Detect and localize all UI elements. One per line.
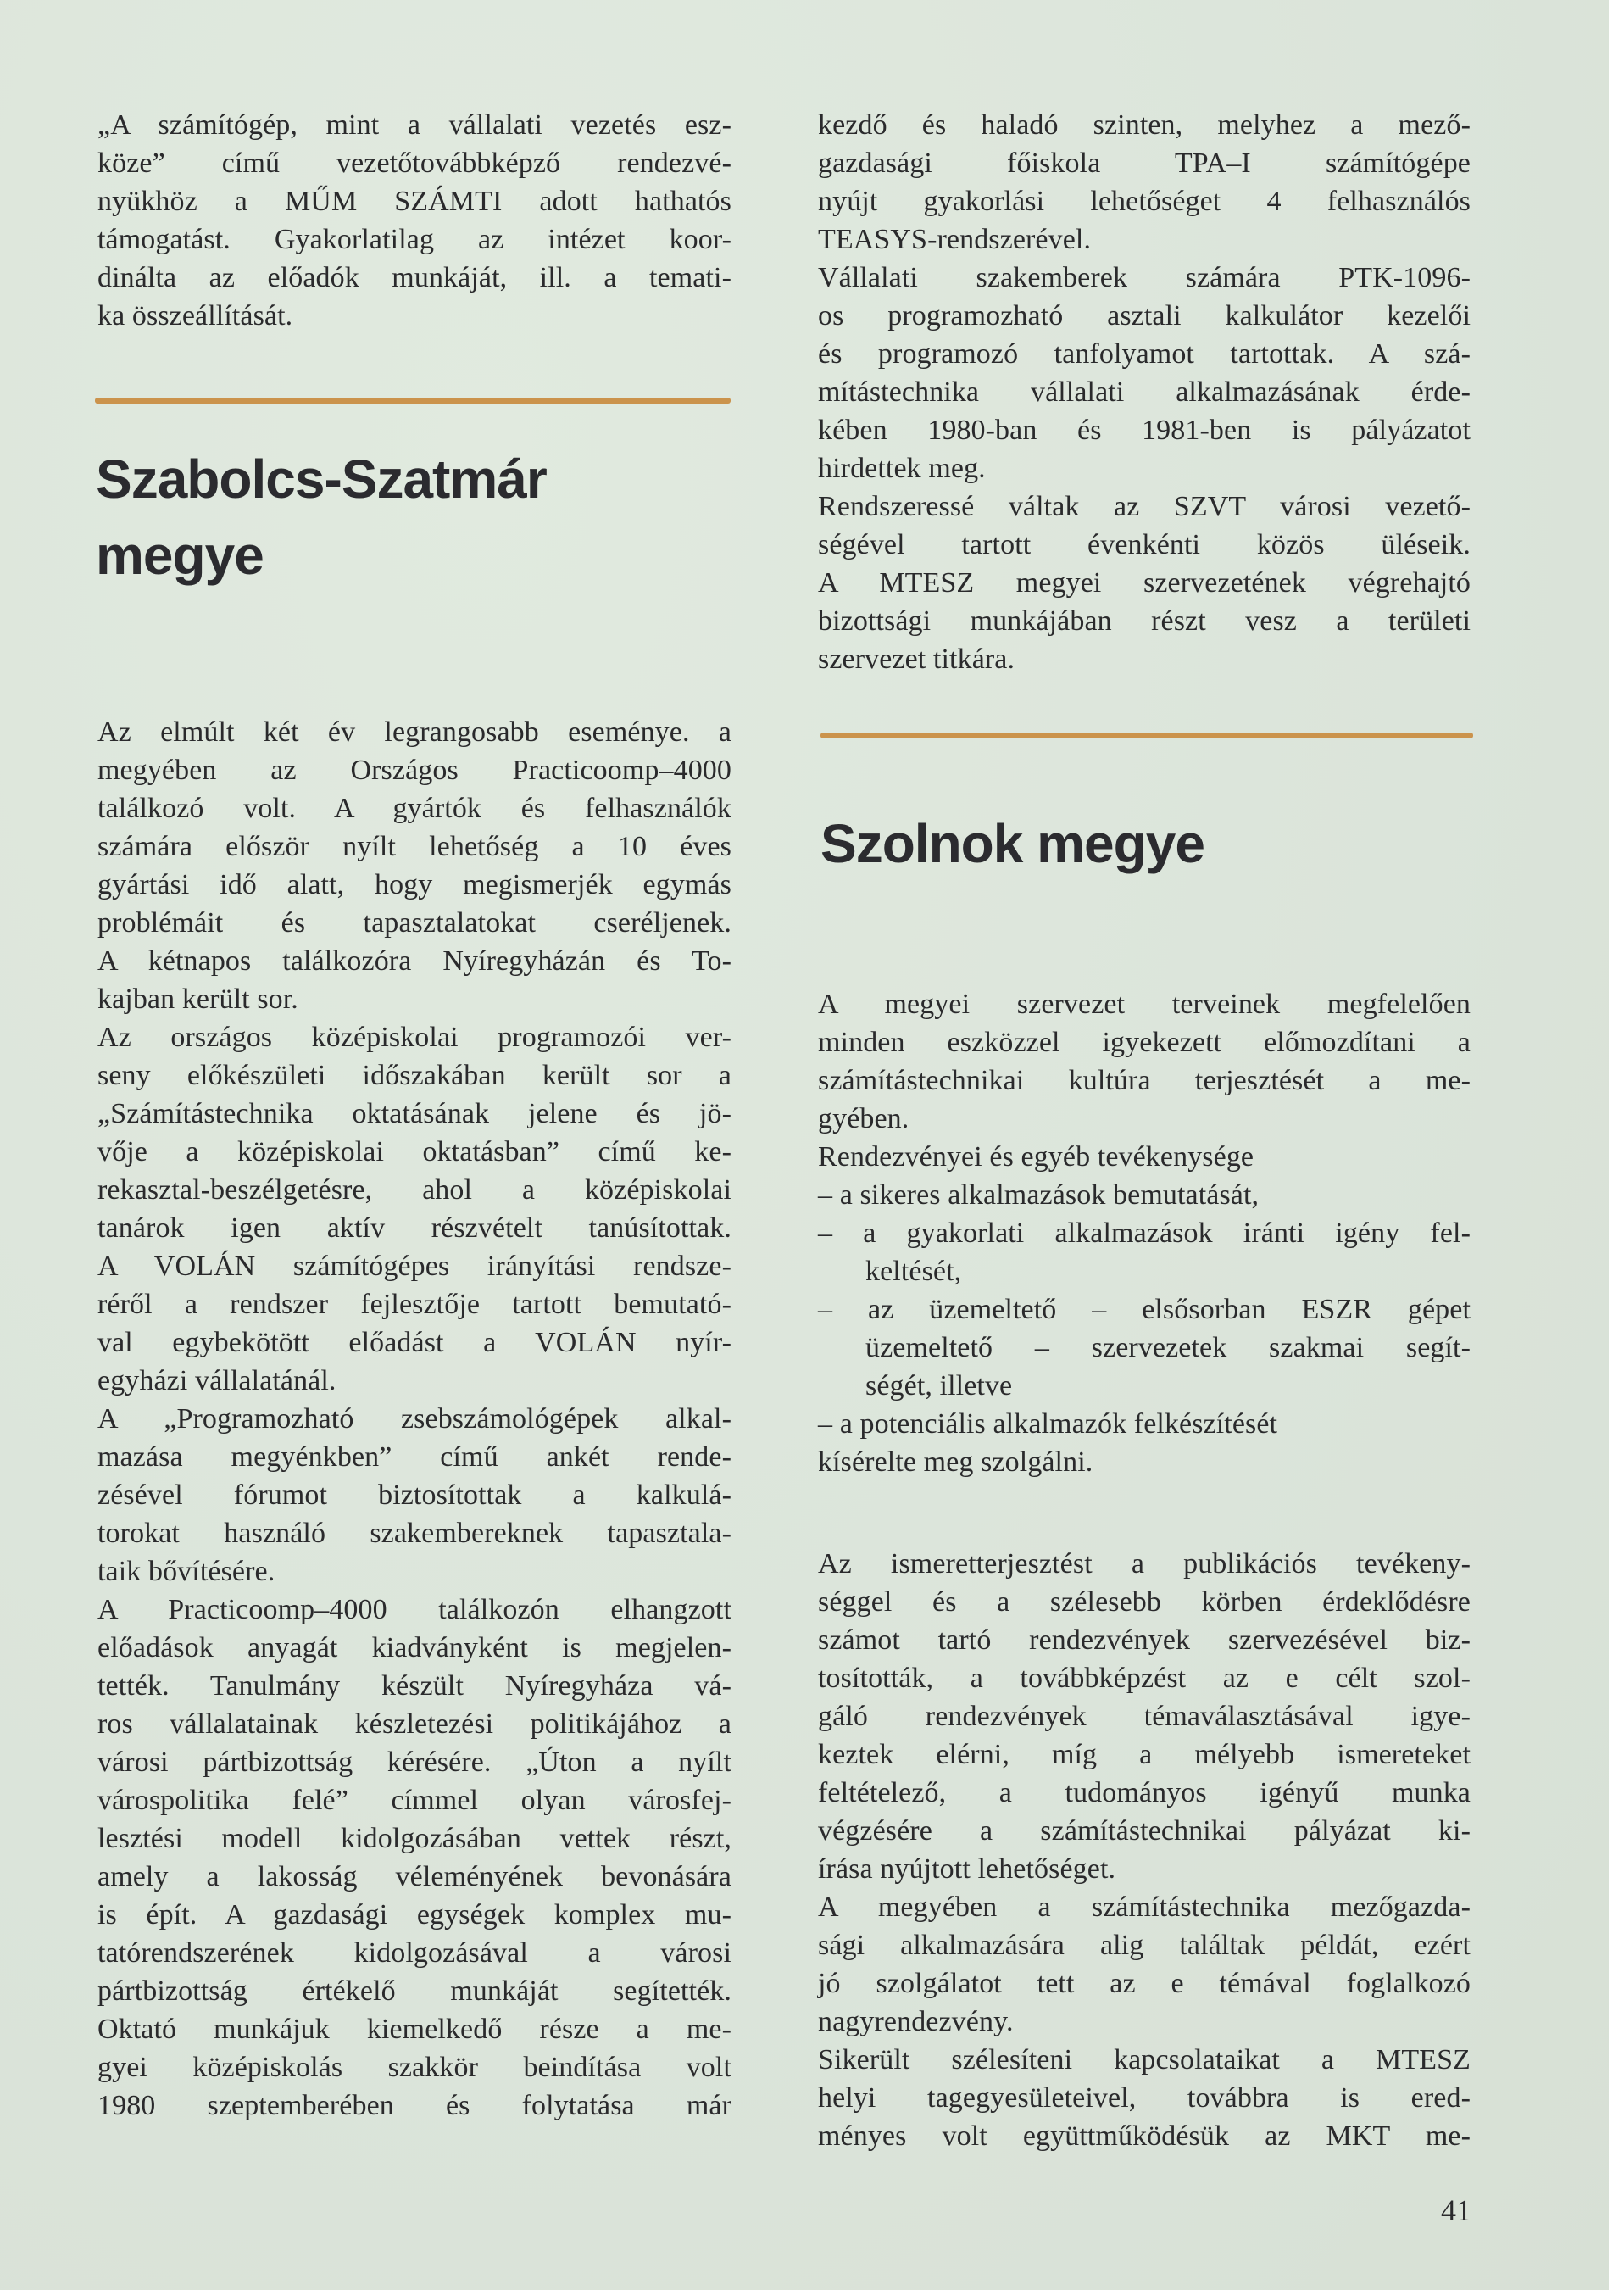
text-line: szervezet titkára.	[818, 644, 1015, 675]
text-line: gáló rendezvények témaválasztásával igye-	[818, 1701, 1471, 1732]
text-line: zésével fórumot biztosítottak a kalkulá-	[97, 1479, 731, 1511]
text-line: tosították, a továbbképzést az e célt szol-	[818, 1663, 1471, 1694]
text-line: dinálta az előadók munkáját, ill. a temati-	[97, 262, 731, 293]
text-line: helyi tagegyesületeivel, továbbra is ered-	[818, 2082, 1471, 2114]
text-line: nyükhöz a MŰM SZÁMTI adott hathatós	[97, 186, 731, 217]
text-line: ka összeállítását.	[97, 300, 293, 332]
text-line: réről a rendszer fejlesztője tartott bemutató-	[97, 1289, 731, 1320]
text-line: bizottsági munkájában részt vesz a területi	[818, 605, 1471, 637]
text-line: mazása megyénkben” című ankét rende-	[97, 1441, 731, 1473]
text-line: rekasztal-beszélgetésre, ahol a középiskolai	[97, 1174, 731, 1206]
text-line: lesztési modell kidolgozásában vettek részt,	[97, 1823, 731, 1854]
section-heading-szabolcs-szatmar	[96, 441, 547, 593]
text-line: séggel és a szélesebb körben érdeklődésre	[818, 1586, 1471, 1618]
text-line: Oktató munkájuk kiemelkedő része a me-	[97, 2014, 731, 2045]
list-item-continuation: keltését,	[865, 1256, 962, 1287]
text-line: jó szolgálatot tett az e témával foglalkozó	[818, 1968, 1471, 1999]
list-item: – a potenciális alkalmazók felkészítését	[818, 1408, 1278, 1440]
text-line: megyében az Országos Practicoomp–4000	[97, 755, 731, 786]
text-line: amely a lakosság véleményének bevonására	[97, 1861, 731, 1892]
right-szolnok-intro	[818, 985, 1471, 1176]
text-line: számot tartó rendezvények szervezésével biz-	[818, 1624, 1471, 1656]
text-line: Rendszeressé váltak az SZVT városi vezető-	[818, 491, 1471, 522]
text-line: Az ismeretterjesztést a publikációs tevékeny-	[818, 1548, 1471, 1580]
section-divider-rule	[95, 398, 731, 404]
text-line: hirdettek meg.	[818, 453, 986, 484]
text-line: ményes volt együttműködésük az MKT me-	[818, 2120, 1471, 2152]
left-intro-paragraph	[97, 106, 731, 335]
section-divider-rule	[820, 733, 1473, 738]
text-line: taik bővítésére.	[97, 1556, 275, 1587]
text-line: kében 1980-ban és 1981-ben is pályázatot	[818, 415, 1471, 446]
page-number: 41	[1441, 2193, 1471, 2227]
text-line: kísérelte meg szolgálni.	[818, 1446, 1093, 1478]
text-line: köze” című vezetőtovábbképző rendezvé-	[97, 148, 731, 179]
heading-line: Szabolcs-Szatmár	[96, 449, 547, 510]
text-line: seny előkészületi időszakában került sor a	[97, 1060, 731, 1091]
text-line: vője a középiskolai oktatásban” című ke-	[97, 1136, 731, 1167]
text-line: A Practicoomp–4000 találkozón elhangzott	[97, 1594, 731, 1625]
text-line: tanárok igen aktív részvételt tanúsítottak.	[97, 1212, 731, 1244]
right-body-text	[818, 1545, 1471, 2155]
text-line: tették. Tanulmány készült Nyíregyháza vá-	[97, 1670, 731, 1702]
text-line: írása nyújtott lehetőséget.	[818, 1853, 1116, 1885]
text-line: Sikerült szélesíteni kapcsolataikat a MTESZ	[818, 2044, 1471, 2075]
list-item: – az üzemeltető – elsősorban ESZR gépet	[818, 1294, 1471, 1325]
text-line: nyújt gyakorlási lehetőséget 4 felhasználós	[818, 186, 1471, 217]
text-line: „A számítógép, mint a vállalati vezetés esz-	[97, 109, 731, 141]
text-line: nagyrendezvény.	[818, 2006, 1014, 2037]
text-line: torokat használó szakembereknek tapasztala-	[97, 1518, 731, 1549]
text-line: egyházi vállalatánál.	[97, 1365, 336, 1396]
right-top-text	[818, 106, 1471, 678]
text-line: Rendezvényei és egyéb tevékenysége	[818, 1141, 1254, 1173]
text-line: A kétnapos találkozóra Nyíregyházán és To-	[97, 945, 731, 977]
text-line: A MTESZ megyei szervezetének végrehajtó	[818, 567, 1471, 599]
text-line: ros vállalatainak készletezési politikájához a	[97, 1708, 731, 1740]
text-line: val egybekötött előadást a VOLÁN nyír-	[97, 1327, 731, 1358]
text-line: 1980 szeptemberében és folytatása már	[97, 2090, 731, 2121]
text-line: A „Programozható zsebszámológépek alkal-	[97, 1403, 731, 1435]
text-line: gyártási idő alatt, hogy megismerjék egymás	[97, 869, 731, 900]
text-line: számítástechnikai kultúra terjesztését a me-	[818, 1065, 1471, 1096]
text-line: mítástechnika vállalati alkalmazásának érde-	[818, 376, 1471, 408]
text-line: is épít. A gazdasági egységek komplex mu-	[97, 1899, 731, 1931]
text-line: feltételező, a tudományos igényű munka	[818, 1777, 1471, 1808]
text-line: Az országos középiskolai programozói ver-	[97, 1022, 731, 1053]
text-line: kajban került sor.	[97, 983, 298, 1015]
text-line: végzésére a számítástechnikai pályázat ki-	[818, 1815, 1471, 1847]
section-heading-szolnok: Szolnok megye	[820, 813, 1204, 874]
heading-line: megye	[96, 525, 264, 586]
text-line: gyében.	[818, 1103, 909, 1134]
text-line: gyei középiskolás szakkör beindítása volt	[97, 2052, 731, 2083]
list-item: – a sikeres alkalmazások bemutatását,	[818, 1179, 1260, 1211]
text-line: „Számítástechnika oktatásának jelene és jö-	[97, 1098, 731, 1129]
text-line: A megyei szervezet terveinek megfelelően	[818, 989, 1471, 1020]
text-line: gazdasági főiskola TPA–I számítógépe	[818, 148, 1471, 179]
text-line: keztek elérni, míg a mélyebb ismereteket	[818, 1739, 1471, 1770]
list-item-continuation: üzemeltető – szervezetek szakmai segít-	[865, 1332, 1471, 1363]
list-item: – a gyakorlati alkalmazások iránti igény fel-	[818, 1217, 1471, 1249]
text-line: minden eszközzel igyekezett előmozdítani a	[818, 1027, 1471, 1058]
text-line: találkozó volt. A gyártók és felhasználók	[97, 793, 731, 824]
text-line: tatórendszerének kidolgozásával a városi	[97, 1937, 731, 1969]
text-line: sági alkalmazására alig találtak példát, ezért	[818, 1930, 1471, 1961]
text-line: problémáit és tapasztalatokat cseréljenek.	[97, 907, 731, 939]
text-line: és programozó tanfolyamot tartottak. A szá-	[818, 338, 1471, 370]
text-line: Az elmúlt két év legrangosabb eseménye. a	[97, 716, 731, 748]
text-line: TEASYS-rendszerével.	[818, 224, 1092, 255]
text-line: kezdő és haladó szinten, melyhez a mező-	[818, 109, 1471, 141]
text-line: ségével tartott évenkénti közös üléseik.	[818, 529, 1471, 560]
left-body-text	[97, 713, 731, 2125]
right-activity-list	[818, 1176, 1471, 1481]
text-line: A VOLÁN számítógépes irányítási rendsze-	[97, 1251, 731, 1282]
text-line: városi pártbizottság kérésére. „Úton a nyílt	[97, 1747, 731, 1778]
text-line: támogatást. Gyakorlatilag az intézet koor-	[97, 224, 731, 255]
text-line: várospolitika felé” címmel olyan városfej-	[97, 1785, 731, 1816]
text-line: A megyében a számítástechnika mezőgazda-	[818, 1892, 1471, 1923]
text-line: pártbizottság értékelő munkáját segítették.	[97, 1975, 731, 2007]
text-line: os programozható asztali kalkulátor kezelői	[818, 300, 1471, 332]
text-line: előadások anyagát kiadványként is megjelen-	[97, 1632, 731, 1663]
text-line: Vállalati szakemberek számára PTK-1096-	[818, 262, 1471, 293]
text-line: számára először nyílt lehetőség a 10 éves	[97, 831, 731, 862]
list-item-continuation: ségét, illetve	[865, 1370, 1013, 1401]
